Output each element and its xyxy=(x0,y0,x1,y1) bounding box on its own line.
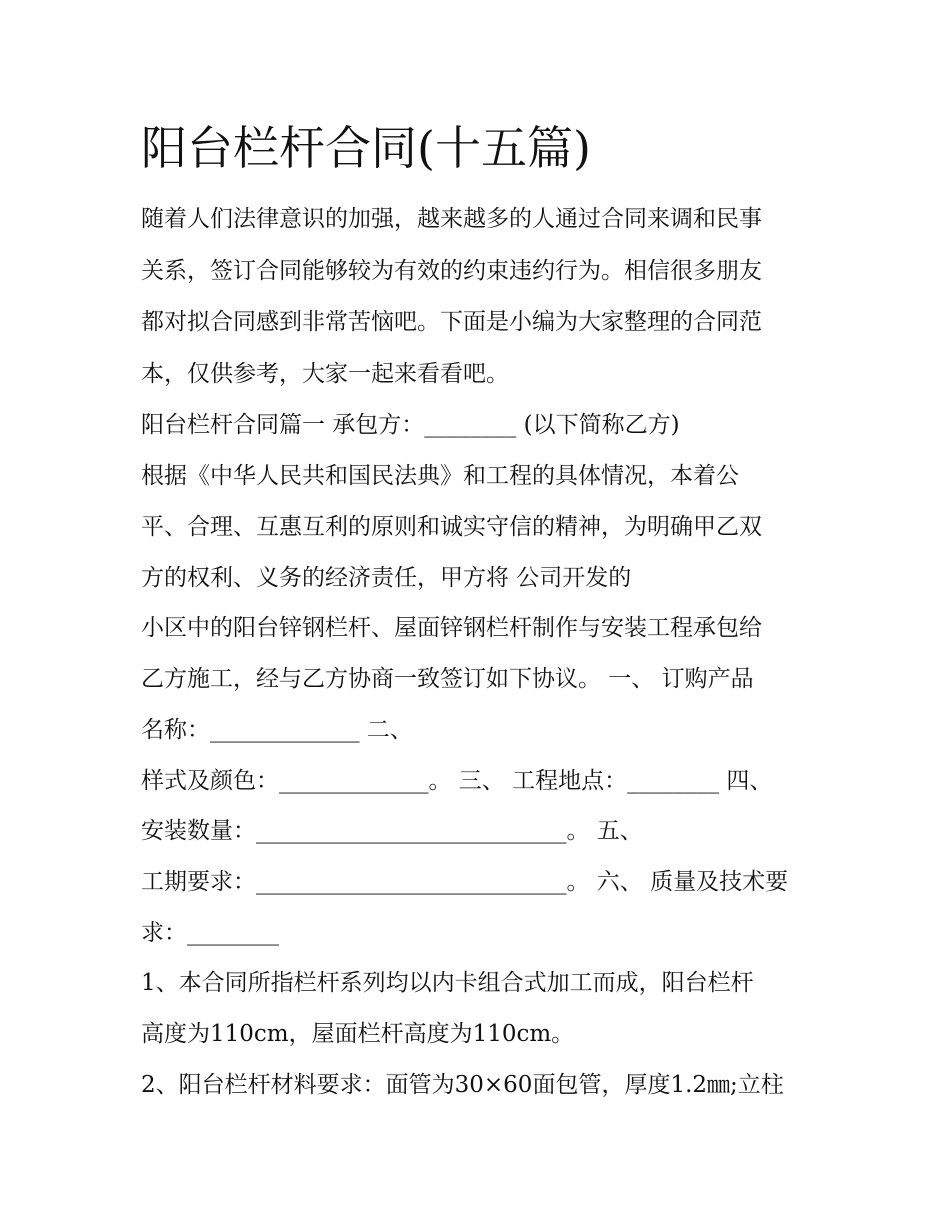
paragraph-line: 乙方施工，经与乙方协商一致签订如下协议。 一、 订购产品 xyxy=(141,666,754,692)
paragraph-line: 本，仅供参考，大家一起来看看吧。 xyxy=(141,361,509,387)
paragraph-line: 方的权利、义务的经济责任，甲方将 公司开发的 xyxy=(141,565,632,591)
paragraph-line: 高度为110cm，屋面栏杆高度为110cm。 xyxy=(141,1021,575,1047)
paragraph-line: 关系，签订合同能够较为有效的约束违约行为。相信很多朋友 xyxy=(141,258,762,284)
paragraph-line: 安装数量：___________________________。 五、 xyxy=(141,818,643,844)
paragraph-line: 样式及颜色：_____________。 三、 工程地点：________ 四、 xyxy=(141,768,773,794)
paragraph-line: 平、合理、互惠互利的原则和诚实守信的精神，为明确甲乙双 xyxy=(141,514,762,540)
paragraph-line: 2、阳台栏杆材料要求：面管为30×60面包管，厚度1.2㎜;立柱 xyxy=(141,1072,784,1098)
paragraph-line: 工期要求：___________________________。 六、 质量及技术要 xyxy=(141,869,789,895)
paragraph-line: 小区中的阳台锌钢栏杆、屋面锌钢栏杆制作与安装工程承包给 xyxy=(141,615,762,641)
paragraph-line: 都对拟合同感到非常苦恼吧。下面是小编为大家整理的合同范 xyxy=(141,309,762,335)
document-title: 阳台栏杆合同(十五篇) xyxy=(141,121,591,175)
paragraph-line: 1、本合同所指栏杆系列均以内卡组合式加工而成，阳台栏杆 xyxy=(141,970,754,996)
paragraph-line: 名称：_____________ 二、 xyxy=(141,717,413,743)
paragraph-line: 根据《中华人民共和国民法典》和工程的具体情况，本着公 xyxy=(141,463,739,489)
paragraph-line: 求：________ xyxy=(141,920,279,946)
paragraph-line: 阳台栏杆合同篇一 承包方：________ (以下简称乙方) xyxy=(141,412,680,438)
paragraph-line: 随着人们法律意识的加强，越来越多的人通过合同来调和民事 xyxy=(141,206,762,232)
